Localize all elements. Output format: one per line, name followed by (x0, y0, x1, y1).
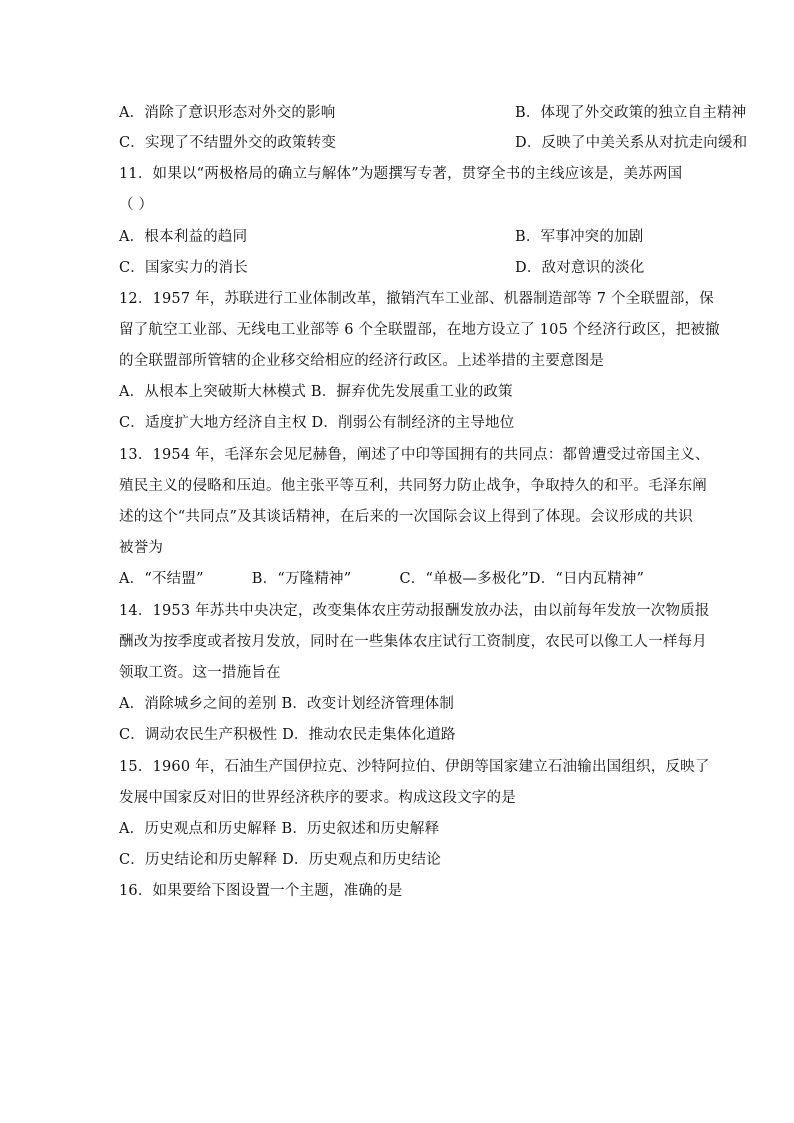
q12-stem-line-1: 12．1957 年，苏联进行工业体制改革，撤销汽车工业部、机器制造部等 7 个全联盟部，保 (119, 291, 714, 307)
q11-options-row-1 (119, 227, 644, 247)
q10-option-a: A．消除了意识形态对外交的影响 (119, 105, 336, 121)
q10-option-d: D．反映了中美关系从对抗走向缓和 (515, 135, 748, 151)
q13-options: A．“不结盟” B．“万隆精神” C．“单极—多极化”D．“日内瓦精神” (119, 571, 645, 587)
q13-stem-line-4: 被誉为 (119, 540, 164, 556)
q11-options-row-2 (119, 258, 645, 278)
q12-options-ab: A．从根本上突破斯大林模式 B．摒弃优先发展重工业的政策 (119, 384, 513, 400)
q14-stem-line-2: 酬改为按季度或者按月发放，同时在一些集体农庄试行工资制度，农民可以像工人一样每月 (119, 634, 707, 650)
q10-options-row-2 (119, 133, 748, 153)
q14-options-ab: A．消除城乡之间的差别 B．改变计划经济管理体制 (119, 696, 455, 712)
q10-option-b: B．体现了外交政策的独立自主精神 (515, 105, 747, 121)
q11-stem: 11．如果以“两极格局的确立与解体”为题撰写专著，贯穿全书的主线应该是，美苏两国 (119, 166, 683, 182)
q10-options-row-1 (119, 103, 747, 123)
q14-options-cd: C．调动农民生产积极性 D．推动农民走集体化道路 (119, 727, 456, 743)
q12-stem-line-3: 的全联盟部所管辖的企业移交给相应的经济行政区。上述举措的主要意图是 (119, 353, 605, 369)
q15-stem-line-1: 15．1960 年，石油生产国伊拉克、沙特阿拉伯、伊朗等国家建立石油输出国组织，反映了 (119, 759, 710, 775)
q13-stem-line-1: 13．1954 年，毛泽东会见尼赫鲁，阐述了中印等国拥有的共同点：都曾遭受过帝国主义、 (119, 447, 710, 463)
q12-stem-line-2: 留了航空工业部、无线电工业部等 6 个全联盟部，在地方设立了 105 个经济行政区，把被撤 (119, 322, 720, 338)
q11-option-b: B．军事冲突的加剧 (515, 229, 644, 245)
q13-stem-line-2: 殖民主义的侵略和压迫。他主张平等互利，共同努力防止战争，争取持久的和平。毛泽东阐 (119, 478, 707, 494)
q15-options-ab: A．历史观点和历史解释 B．历史叙述和历史解释 (119, 821, 440, 837)
q11-option-c: C．国家实力的消长 (119, 260, 248, 276)
q11-answer-bracket: （ ） (119, 197, 154, 213)
q14-stem-line-3: 领取工资。这一措施旨在 (119, 665, 281, 681)
q15-stem-line-2: 发展中国家反对旧的世界经济秩序的要求。构成这段文字的是 (119, 790, 516, 806)
q10-option-c: C．实现了不结盟外交的政策转变 (119, 135, 337, 151)
q11-option-a: A．根本利益的趋同 (119, 229, 248, 245)
q16-stem: 16．如果要给下图设置一个主题，准确的是 (119, 883, 403, 899)
q13-stem-line-3: 述的这个“共同点”及其谈话精神，在后来的一次国际会议上得到了体现。会议形成的共识 (119, 509, 693, 525)
q11-option-d: D．敌对意识的淡化 (515, 260, 645, 276)
q15-options-cd: C．历史结论和历史解释 D．历史观点和历史结论 (119, 852, 441, 868)
q14-stem-line-1: 14．1953 年苏共中央决定，改变集体农庄劳动报酬发放办法，由以前每年发放一次物质报 (119, 603, 710, 619)
q12-options-cd: C．适度扩大地方经济自主权 D．削弱公有制经济的主导地位 (119, 415, 515, 431)
